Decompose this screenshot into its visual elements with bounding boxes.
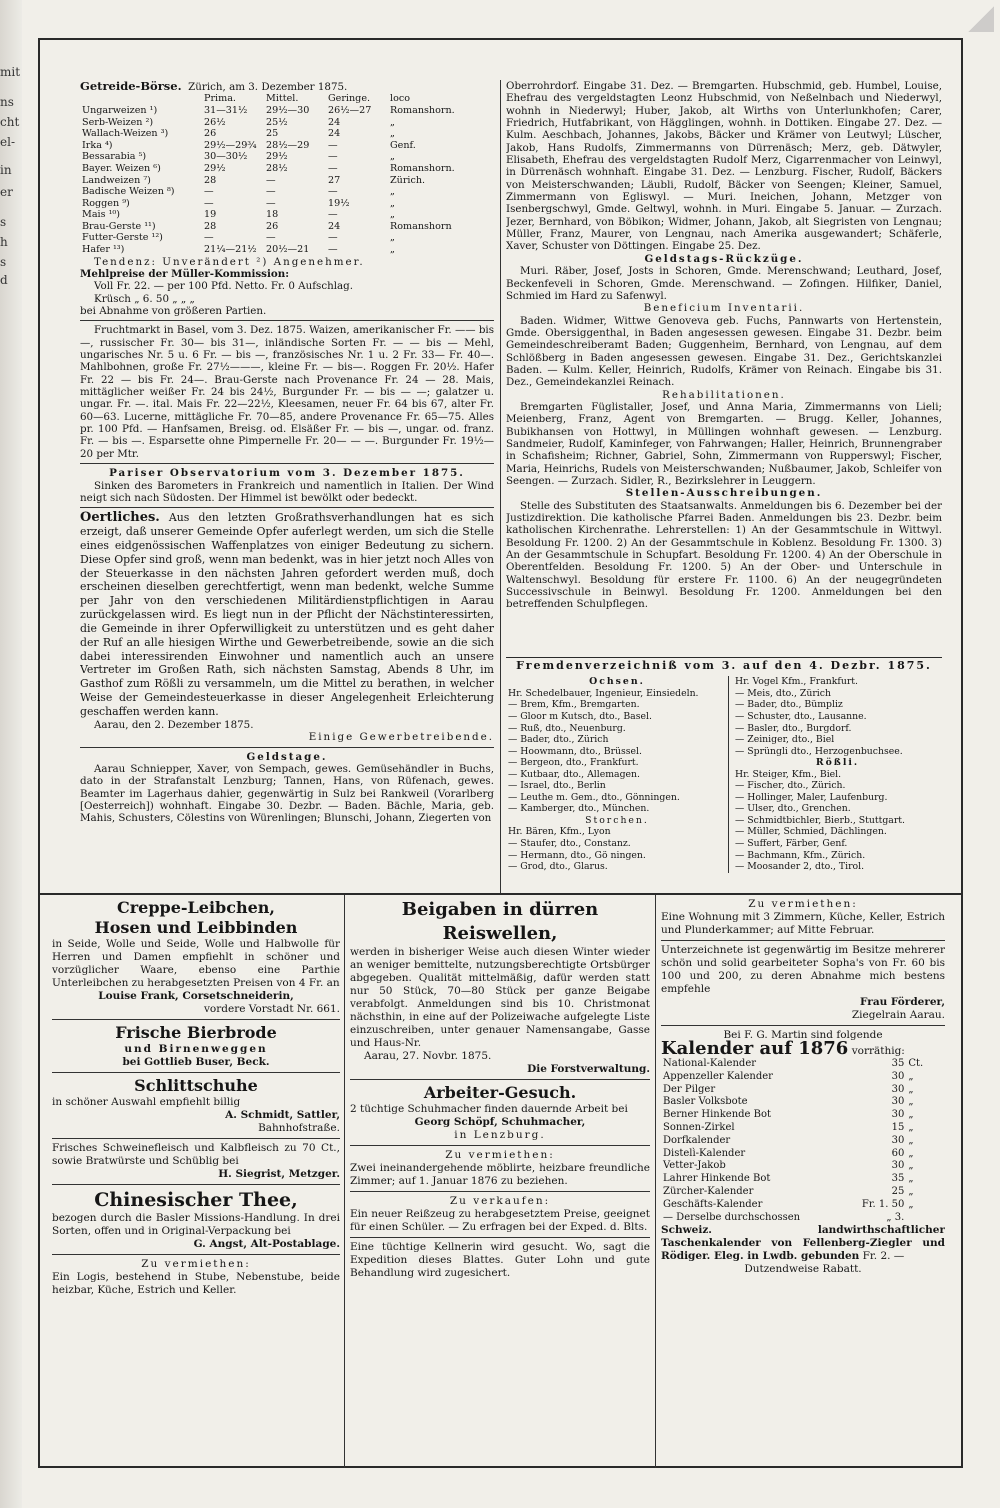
ad-rule <box>661 1025 945 1026</box>
mehl-line: Voll Fr. 22. — per 100 Pfd. Netto. Fr. 0 Aufschlag. <box>94 280 354 293</box>
stellen-text: Stelle des Substituten des Staatsanwalts. Anmeldungen bis 6. Dezember bei der Justizdirektion. Die katholische Pfarrei Baden. Anmeldungen bis 23. Dezbr. beim katholischen Kirchenrathe. Lehrerstellen: 1) An der Gesammtschule in Wittwyl. Besoldung Fr. 1200. 2) An der Gesammtschule in Koblenz. Besoldung Fr. 1300. 3) An der Gesammtschule in Schupfart. Besoldung Fr. 1200. 4) An der Oberschule in Oberentfelden. Besoldung Fr. 1200. 5) An der Ober- und Unterschule in Waltenschwyl. Besoldung für erstere Fr. 1100. 6) An der neugegründeten Successivschule in Beinwyl. Besoldung Fr. 1200. Anmeldungen bei den betreffenden Schulpflegen. <box>506 499 942 611</box>
cell: 25½ <box>266 116 288 128</box>
ads-divider-right <box>655 895 656 1468</box>
list-item: — Brem, Kfm., Bremgarten. <box>508 699 640 711</box>
cell: „ <box>390 197 395 209</box>
cell: 31—31½ <box>204 104 248 116</box>
guest-list <box>506 676 942 872</box>
cell: 35 <box>891 1173 905 1185</box>
edge-fragment: cht <box>0 115 20 129</box>
cell: Genf. <box>390 139 416 151</box>
edge-fragment: mit <box>0 65 21 79</box>
cell: Mais ¹⁰) <box>82 209 121 221</box>
ad-creppe-subtitle: Hosen und Leibbinden <box>94 918 298 937</box>
ad-schlittschuhe-advertiser: A. Schmidt, Sattler, <box>225 1109 340 1121</box>
cell: „ <box>908 1173 914 1185</box>
cell: Bayer. Weizen ⁶) <box>82 162 161 174</box>
left-column <box>80 80 494 892</box>
cell: Ct. <box>908 1058 924 1069</box>
cell: Romanshorn. <box>390 104 455 116</box>
table-row <box>80 209 457 221</box>
table-header <box>80 93 202 105</box>
cell: „ <box>908 1121 914 1133</box>
table-row <box>80 244 457 256</box>
table-row <box>80 175 457 187</box>
list-item: — Leuthe m. Gem., dto., Gönningen. <box>508 791 680 803</box>
cell: — <box>328 151 338 163</box>
cell: „ <box>390 128 395 140</box>
fremden-title: Fremdenverzeichniß vom 3. auf den 4. Dezbr. 1875. <box>516 660 932 672</box>
cell: 30 <box>891 1096 905 1108</box>
ad-schlittschuhe-address: Bahnhofstraße. <box>258 1122 340 1134</box>
kalender-list <box>661 1058 931 1224</box>
list-item: — Suffert, Färber, Genf. <box>735 838 848 849</box>
cell: — <box>204 186 214 198</box>
cell: 28 <box>204 220 217 232</box>
table-row <box>80 105 457 117</box>
oertliches-date: Aarau, den 2. Dezember 1875. <box>94 718 254 731</box>
list-item: — Sprüngli dto., Herzogenbuchsee. <box>735 745 903 757</box>
edge-fragment: el- <box>0 135 15 149</box>
table-row <box>80 151 457 163</box>
page-corner-fold <box>968 6 994 32</box>
ad-rule <box>350 1145 650 1146</box>
list-item: — Kutbaar, dto., Allemagen. <box>508 768 640 780</box>
table-row <box>80 140 457 152</box>
cell: 26½ <box>204 116 226 128</box>
cell: 21¼—21½ <box>204 244 257 256</box>
ads-column-middle <box>350 898 650 1464</box>
ad-rule <box>350 1191 650 1192</box>
cell: 26 <box>266 220 279 232</box>
table-header: Prima. <box>204 93 236 105</box>
cell: 24 <box>328 116 341 128</box>
cell: 29½—30 <box>266 104 310 116</box>
ad-rule <box>350 1079 650 1080</box>
cell: „ <box>390 209 395 221</box>
section-rule <box>80 747 494 748</box>
ad-taschenkalender-desc: Schweiz. landwirthschaftlicher Taschenkalender von Fellenberg-Ziegler und Rödiger. Eleg. in Lwdb. gebunden <box>661 1224 945 1263</box>
list-item: — Schmidtbichler, Bierb., Stuttgart. <box>735 814 905 826</box>
cell: Berner Hinkende Bot <box>663 1109 772 1121</box>
cell: „ <box>390 186 395 198</box>
rehabilitationen-text: Bremgarten Füglistaller, Josef, und Anna Maria, Zimmermanns von Lieli; Meienberg, Franz, Agent von Bremgarten. — Brugg. Keller, Johannes, Bubikhansen von Hottwyl, in Müllingen wohnhaft gewesen. — Lenzburg. Sandmeier, Rudolf, Kaminfeger, von Fahrwangen; Haller, Heinrich, Brunnengraber in Schafisheim; Richner, Gabriel, Sohn, Zimmermann von Rupperswyl; Fischer, Maria, Heinrichs, Rudels von Meisterschwanden; Nußbaumer, Jakob, Schleifer von Seengen. — Zurzach. Sidler, R., Bezirkslehrer in Leuggern. <box>506 400 942 487</box>
list-item: — Fischer, dto., Zürich. <box>735 780 846 792</box>
list-item: — Hollinger, Maler, Laufenburg. <box>735 791 888 803</box>
ad-kalender-intro: Bei F. G. Martin sind folgende <box>723 1029 883 1041</box>
rueckzuege-title: Geldstags-Rückzüge. <box>644 252 804 265</box>
edge-fragment: in <box>0 163 12 177</box>
cell: „ <box>908 1070 914 1082</box>
ad-thee-advertiser: G. Angst, Alt-Postablage. <box>193 1238 340 1250</box>
ad-kalender-rabatt: Dutzendweise Rabatt. <box>744 1263 862 1276</box>
cell: 28½—29 <box>266 139 310 151</box>
cell: — <box>328 209 338 221</box>
table-row <box>80 232 457 244</box>
cell: 28½ <box>266 162 288 174</box>
cell <box>906 1212 931 1225</box>
tendenz: Tendenz: Unverändert ²) Angenehmer. <box>94 255 365 268</box>
rehabilitationen-title: Rehabilitationen. <box>662 388 786 401</box>
ad-bierbrode-line: bei Gottlieb Buser, Beck. <box>122 1056 270 1068</box>
list-item: Hr. Schedelbauer, Ingenieur, Einsiedeln. <box>508 687 699 699</box>
section-rule <box>80 463 494 464</box>
section-rule <box>80 507 494 508</box>
table-header-row <box>80 93 457 105</box>
ad-schlittschuhe-title: Schlittschuhe <box>134 1076 258 1095</box>
list-item <box>661 1186 931 1199</box>
ad-kalender-available: vorräthig: <box>851 1045 905 1057</box>
cell: Landweizen ⁷) <box>82 174 151 186</box>
list-item <box>661 1096 931 1109</box>
cell: Lahrer Hinkende Bot <box>663 1173 771 1185</box>
ad-sophas-advertiser: Frau Förderer, <box>860 996 945 1008</box>
cell: Bessarabia ⁵) <box>82 151 147 163</box>
list-item <box>661 1084 931 1097</box>
list-item: Hr. Vogel Kfm., Frankfurt. <box>735 676 858 688</box>
cell: 29½ <box>204 162 226 174</box>
edge-fragment: h <box>0 235 8 249</box>
guest-col-left <box>506 676 729 872</box>
cell: Vetter-Jakob <box>663 1160 726 1172</box>
ad-thee-title: Chinesischer Thee, <box>94 1189 298 1211</box>
cell: — <box>328 186 338 198</box>
list-item <box>661 1160 931 1173</box>
cell: 60 <box>891 1147 905 1159</box>
ad-zimmer-title: Zu vermiethen: <box>445 1149 555 1161</box>
ad-sophas-text: Unterzeichnete ist gegenwärtig im Besitze mehrerer schön und solid gearbeiteter Sopha's von Fr. 60 bis 100 und 200, zu deren Abnahme mich bestens empfehle <box>661 944 945 995</box>
list-item: — Grod, dto., Glarus. <box>508 861 608 873</box>
cell: „ <box>908 1109 914 1121</box>
list-item: — Bachmann, Kfm., Zürich. <box>735 849 866 861</box>
cell: Serb-Weizen ²) <box>82 116 154 128</box>
beneficium-title: Beneficium Inventarii. <box>643 302 805 315</box>
list-item: — Zeiniger, dto., Biel <box>735 734 835 746</box>
cell: 25 <box>266 128 279 140</box>
ad-creppe-advertiser: Louise Frank, Corsetschneiderin, <box>98 990 294 1002</box>
cell: Basler Volksbote <box>663 1096 748 1108</box>
list-item: — Basler, dto., Burgdorf. <box>735 722 852 734</box>
ad-rule <box>52 1138 340 1139</box>
cell: 29½ <box>266 151 288 163</box>
list-item <box>661 1071 931 1084</box>
ad-rule <box>52 1254 340 1255</box>
list-item: Hr. Bären, Kfm., Lyon <box>508 826 611 838</box>
table-row <box>80 128 457 140</box>
ads-column-right <box>661 898 945 1464</box>
cell: 26½—27 <box>328 104 372 116</box>
cell: — <box>328 232 338 244</box>
cell: Dorfkalender <box>663 1134 731 1146</box>
list-item <box>661 1058 931 1071</box>
cell: 30 <box>891 1109 905 1121</box>
ad-arbeiter-address: in Lenzburg. <box>454 1129 546 1141</box>
cell: „ <box>908 1160 914 1172</box>
cell: 30 <box>891 1134 905 1146</box>
cell: 29½—29¾ <box>204 139 257 151</box>
beneficium-text: Baden. Widmer, Wittwe Genoveva geb. Fuchs, Pannwarts von Hertenstein, Gmde. Obersiggenthal, in Baden angesessen gewesen. Eingabe 31. Dezbr. beim Gemeindeschreiberamt Baden; Guggenheim, Bernhard, von Lengnau, auf dem Schlößberg in Baden angesessen gewesen. Eingabe 31. Dez., Gerichtskanzlei Baden. — Kulm. Keller, Heinrich, Rudolfs, Krämer von Reinach. Eingabe bis 31. Dez., Gemeindekanzlei Reinach. <box>506 314 942 389</box>
boerse-place: Zürich, am 3. Dezember 1875. <box>188 81 348 93</box>
cell: — <box>266 197 276 209</box>
cell: 30—30½ <box>204 151 248 163</box>
list-item <box>661 1135 931 1148</box>
geldstage-text: Aarau Schniepper, Xaver, von Sempach, gewes. Gemüsehändler in Buchs, dato in der Strafanstalt Lenzburg; Tannen, Hans, von Rüfenach, gewes. Beamter im Lagerhaus dahier, gegenwärtig in Sulz bei Rankweil (Vorarlberg [Oesterreich]) wohnhaft. Eingabe 30. Dezbr. — Baden. Bächle, Maria, geb. Mahis, Schusters, Cölestins von Würenlingen; Blunschi, Johann, Ziegerten von <box>80 762 494 825</box>
cell: — <box>328 162 338 174</box>
grain-price-table <box>80 93 457 255</box>
cell: Fr. 1. 50 <box>861 1198 905 1210</box>
cell: Brau-Gerste ¹¹) <box>82 220 156 232</box>
table-header: loco <box>390 93 410 105</box>
cell: — <box>266 232 276 244</box>
ad-rule <box>350 1237 650 1238</box>
list-item <box>661 1109 931 1122</box>
table-row <box>80 221 457 233</box>
ad-kalender-title: Kalender auf 1876 <box>661 1038 849 1059</box>
list-item: — Meis, dto., Zürich <box>735 687 831 699</box>
cell: „ <box>390 151 395 163</box>
cell: Distelì-Kalender <box>663 1147 746 1159</box>
table-row <box>80 117 457 129</box>
hotel-name: Rößli. <box>815 757 860 769</box>
list-item <box>661 1148 931 1161</box>
boerse-title: Getreide-Börse. <box>80 80 182 93</box>
list-item: — Staufer, dto., Constanz. <box>508 838 631 849</box>
section-rule <box>506 657 942 658</box>
ad-wohnung-text: Eine Wohnung mit 3 Zimmern, Küche, Keller, Estrich und Plunderkammer; auf Mitte Februar. <box>661 911 945 936</box>
oertliches-text: Aus den letzten Großrathsverhandlungen hat es sich erzeigt, daß unserer Gemeinde Opfer auferlegt werden, um sich die Stelle eines eidgenössischen Waffenplatzes von einiger Bedeutung zu sichern. Diese Opfer sind groß, wenn man bedenkt, was in hier jetzt noch Alles von der Steuerkasse in den nächsten Jahren gefordert werden muß, doch erscheinen dieselben gerechtfertigt, wenn man bedenkt, welche Summe per Jahr von den verschiedenen Militärdienstpflichtigen in Aarau zurückgelassen wird. Es liegt nun in der Pflicht der Nächstinteressirten, die Gemeinde in ihrer Opferwilligkeit zu unterstützen und es geht daher der Ruf an alle hiesigen Wirthe und Gewerbetreibende, sowie an die sich dabei interessirenden Einwohner und namentlich auch an unsere Vertreter im Großen Rath, sich nächsten Samstag, Abends 8 Uhr, im Gasthof zum Rößli zu versammeln, um die Mittel zu berathen, in welcher Weise der Gemeindesteuerkasse in dieser Angelegenheit Erleichterung geschaffen werden kann. <box>80 511 494 718</box>
ad-wohnung-title: Zu vermiethen: <box>748 898 858 910</box>
ad-logis-title: Zu vermiethen: <box>141 1258 251 1270</box>
cell: Hafer ¹³) <box>82 244 125 256</box>
ad-rule <box>661 940 945 941</box>
list-item <box>661 1199 931 1212</box>
stellen-title: Stellen-Ausschreibungen. <box>625 487 823 500</box>
ad-logis-text: Ein Logis, bestehend in Stube, Nebenstube, beide heizbar, Küche, Estrich und Keller. <box>52 1271 340 1296</box>
cell: Sonnen-Zirkel <box>663 1121 735 1133</box>
rueckzuege-text: Muri. Räber, Josef, Josts in Schoren, Gmde. Merenschwand; Leuthard, Josef, Beckenfeveli in Schoren, Gmde. Merenschwand. — Zofingen. Hilfiker, Daniel, Schmied im Hard zu Safenwyl. <box>506 265 942 302</box>
ad-taschenkalender-text <box>661 1224 945 1263</box>
oertliches-head: Oertliches. <box>80 510 160 526</box>
ad-thee-text: bezogen durch die Basler Missions-Handlung. In drei Sorten, offen und in Original-Verpackung bei <box>52 1212 340 1237</box>
cell: „ <box>908 1083 914 1095</box>
ad-reisszeug-title: Zu verkaufen: <box>449 1195 551 1207</box>
edge-fragment: ns <box>0 95 14 109</box>
cell: Der Pilger <box>663 1083 716 1095</box>
list-item: — Moosander 2, dto., Tirol. <box>735 861 865 873</box>
cell: Ungarweizen ¹) <box>82 104 158 116</box>
ad-reiswellen-signature: Die Forstverwaltung. <box>527 1063 650 1075</box>
cell: — <box>204 232 214 244</box>
guest-col-right <box>729 676 943 872</box>
cell: „ <box>390 244 395 256</box>
cell: „ <box>908 1096 914 1108</box>
ad-zimmer-text: Zwei ineinandergehende möblirte, heizbare freundliche Zimmer; auf 1. Januar 1876 zu beziehen. <box>350 1162 650 1187</box>
list-item: — Ruß, dto., Neuenburg. <box>508 722 626 734</box>
cell: Badische Weizen ⁸) <box>82 186 175 198</box>
table-header: Geringe. <box>328 93 371 105</box>
list-item: — Hoowmann, dto., Brüssel. <box>508 745 642 757</box>
list-item <box>661 1173 931 1186</box>
adjacent-page-edge <box>0 0 22 1508</box>
cell: „ <box>908 1134 914 1146</box>
cell: — <box>266 174 276 186</box>
cell: Zürich. <box>390 174 426 186</box>
table-row <box>80 198 457 210</box>
geldstage-continued: Oberrohrdorf. Eingabe 31. Dez. — Bremgarten. Hubschmid, geb. Humbel, Louise, Ehefrau des vergeldstagten Leonz Hubschmid, von Neßelnbach und Niederwyl, wohnh in Niederwyl; Huber, Jakob, alt Wirths von Unterlunkhofen; Carer, Friedrich, Hutfabrikant, von Hägglingen, wohnh. in Dottiken. Eingabe 27. Dez. — Kulm. Aeschbach, Johannes, Jakobs, Bäcker und Krämer von Leutwyl; Lüscher, Jakob, Hans Rudolfs, Zimmermanns von Dürrenäsch; Merz, geb. Dätwyler, Elisabeth, Ehefrau des vergeldstagten Rudolf Merz, Cigarrenmacher von Leinwyl, in Dürrenäsch wohnhaft. Eingabe 31. Dez. — Lenzburg. Fischer, Rudolf, Bäckers von Meisterschwanden; Läubli, Rudolf, Bäcker von Seengen; Kleiner, Samuel, Zimmermann von Egliswyl. — Muri. Ineichen, Johann, Metzger von Isenbergschwyl, Gmde. Geltwyl, wohnh. in Muri. Eingabe 5. Januar. — Zurzach. Jezer, Bernhard, von Böbikon; Widmer, Johann, Jakob, alt Siegristen von Lengnau; Müller, Franz, Maurer, von Lengnau, nach Amerika ausgewandert; Schäferle, Xaver, Schuster von Döttingen. Eingabe 25. Dez. <box>506 80 942 253</box>
ad-rule <box>52 1019 340 1020</box>
cell: 30 <box>891 1083 905 1095</box>
cell: „ <box>390 232 395 244</box>
ad-taschenkalender-price: Fr. 2. — <box>862 1250 905 1263</box>
ad-reiswellen-title: Beigaben in dürren Reiswellen, <box>401 899 599 944</box>
list-item <box>661 1122 931 1135</box>
ad-creppe-address: vordere Vorstadt Nr. 661. <box>204 1003 340 1015</box>
cell: 35 <box>891 1058 905 1069</box>
table-row <box>80 163 457 175</box>
ad-schlittschuhe-text: in schöner Auswahl empfiehlt billig <box>52 1096 241 1108</box>
list-item <box>661 1212 931 1225</box>
cell: „ <box>390 116 395 128</box>
list-item: — Bader, dto., Zürich <box>508 734 609 746</box>
ad-fleisch-advertiser: H. Siegrist, Metzger. <box>218 1168 340 1180</box>
list-item: Hr. Steiger, Kfm., Biel. <box>735 768 842 780</box>
list-item: — Schuster, dto., Lausanne. <box>735 710 867 722</box>
cell: 24 <box>328 128 341 140</box>
fruchtmarkt-text: Fruchtmarkt in Basel, vom 3. Dez. 1875. Waizen, amerikanischer Fr. —— bis —, russischer Fr. 30— bis 31—, inländische Sorten Fr. — — bis — Mehl, ungarisches Nr. 5 u. 6 Fr. — bis —, französisches Nr. 1 u. 2 Fr. 33— Fr. 40—. Mahlbohnen, große Fr. 27½———, kleine Fr. — bis—. Roggen Fr. 20½. Hafer Fr. 22 — bis Fr. 24—. Brau-Gerste nach Provenance Fr. 24 — 28. Mais, mittäglicher weißer Fr. 24 bis 24½, Burgunder Fr. — bis — —; galatzer u. ungar. Fr. —. ital. Mais Fr. 22—22½, Kleesamen, neuer Fr. 64 bis 67, alter Fr. 60—63. Lucerne, mittägliche Fr. 70—85, andere Provenance Fr. 65—75. Alles pr. 100 Pfd. — Hanfsamen, Breisg. od. Elsäßer Fr. — bis —, ungar. od. franz. Fr. — bis —. Esparsette ohne Pimpernelle Fr. 20— — —. Burgunder Fr. 19½—20 per Mtr. <box>80 324 494 460</box>
list-item: — Bergeon, dto., Frankfurt. <box>508 757 639 769</box>
fremdenverzeichnis <box>506 660 942 892</box>
ad-arbeiter-advertiser: Georg Schöpf, Schuhmacher, <box>414 1116 586 1128</box>
ad-rule <box>52 1072 340 1073</box>
cell: — <box>328 244 338 256</box>
cell: 25 <box>891 1185 905 1197</box>
cell: Geschäfts-Kalender <box>663 1198 763 1210</box>
list-item: — Hermann, dto., Gö ningen. <box>508 849 646 861</box>
cell: 30 <box>891 1070 905 1082</box>
ad-creppe-title: Creppe-Leibchen, <box>117 898 275 917</box>
cell: Futter-Gerste ¹²) <box>82 232 163 244</box>
cell: „ <box>908 1198 914 1210</box>
cell: „ <box>908 1147 914 1159</box>
cell: Irka ⁴) <box>82 139 113 151</box>
cell: 19 <box>204 209 217 221</box>
observatorium-title: Pariser Observatorium vom 3. Dezember 1875. <box>109 467 465 480</box>
ad-arbeiter-text: 2 tüchtige Schuhmacher finden dauernde Arbeit bei <box>350 1103 628 1115</box>
table-header: Mittel. <box>266 93 299 105</box>
mehl-line: bei Abnahme von größeren Partien. <box>80 305 267 318</box>
cell: Roggen ⁹) <box>82 197 130 209</box>
edge-fragment: er <box>0 185 13 199</box>
cell: Romanshorn <box>390 220 452 232</box>
cell: „ 3. <box>886 1211 905 1223</box>
edge-fragment: s <box>0 215 7 229</box>
ads-separator <box>38 893 963 895</box>
ad-rule <box>52 1184 340 1185</box>
cell: — Derselbe durchschossen <box>663 1211 801 1223</box>
ads-column-left <box>52 898 340 1464</box>
oertliches-signature: Einige Gewerbetreibende. <box>308 731 494 744</box>
section-rule <box>80 320 494 321</box>
column-divider <box>500 80 501 893</box>
list-item: — Israel, dto., Berlin <box>508 780 606 792</box>
cell: 27 <box>328 174 341 186</box>
cell: Zürcher-Kalender <box>663 1185 754 1197</box>
list-item: — Kamberger, dto., München. <box>508 803 650 815</box>
list-item: — Bader, dto., Bümpliz <box>735 699 843 711</box>
mehl-line: Krüsch „ 6. 50 „ „ „ <box>94 292 195 305</box>
cell: „ <box>908 1185 914 1197</box>
ads-divider-left <box>344 895 345 1468</box>
ad-reiswellen-text: werden in bisheriger Weise auch diesen Winter wieder an weniger bemittelte, nutzungsberechtigte Ortsbürger abgegeben. Qualität mittelmäßig, dafür werden statt nur 50 Stück, 70—80 Stück per ganze Beigabe verabfolgt. Anmeldungen sind bis 10. Christmonat nächsthin, in eine auf der Polizeiwache aufgelegte Liste einzuschreiben, unter genauer Namensangabe, Gasse und Haus-Nr. <box>350 946 650 1049</box>
ad-fleisch-text: Frisches Schweinefleisch und Kalbfleisch zu 70 Ct., sowie Bratwürste und Schüblig bei <box>52 1142 340 1167</box>
edge-fragment: s <box>0 255 7 269</box>
mehl-title: Mehlpreise der Müller-Kommission: <box>80 268 290 280</box>
table-row <box>80 186 457 198</box>
list-item: — Ulser, dto., Grenchen. <box>735 803 851 815</box>
cell: — <box>328 139 338 151</box>
ad-creppe-text: in Seide, Wolle und Seide, Wolle und Halbwolle für Herren und Damen empfiehlt in schöner und vorzüglicher Waare, ebenso eine Parthie Unterleibchen zu herabgesetzten Preisen von 4 Fr. an <box>52 938 340 989</box>
hotel-name: Storchen. <box>585 814 649 826</box>
cell: 24 <box>328 220 341 232</box>
cell: 18 <box>266 209 279 221</box>
cell: 15 <box>891 1121 905 1133</box>
right-column <box>506 80 942 655</box>
cell: 19½ <box>328 197 350 209</box>
ad-bierbrode-title: Frische Bierbrode <box>115 1023 277 1042</box>
observatorium-text: Sinken des Barometers in Frankreich und namentlich in Italien. Der Wind neigt sich nach Südosten. Der Himmel ist bewölkt oder bedeckt. <box>80 479 494 504</box>
ad-reisszeug-text: Ein neuer Reißzeug zu herabgesetztem Preise, geeignet für einen Schüler. — Zu erfragen bei der Exped. d. Blts. <box>350 1208 650 1233</box>
ad-reiswellen-date: Aarau, 27. Novbr. 1875. <box>364 1050 492 1062</box>
hotel-name: Ochsen. <box>589 676 645 688</box>
list-item: — Müller, Schmied, Dächlingen. <box>735 826 887 838</box>
cell: — <box>204 197 214 209</box>
list-item: — Gloor m Kutsch, dto., Basel. <box>508 710 652 722</box>
cell: Appenzeller Kalender <box>663 1070 773 1082</box>
ad-bierbrode-subtitle: und Birnenweggen <box>124 1043 268 1055</box>
cell: 28 <box>204 174 217 186</box>
cell: 26 <box>204 128 217 140</box>
ad-sophas-address: Ziegelrain Aarau. <box>851 1009 945 1021</box>
geldstage-title: Geldstage. <box>246 750 328 763</box>
ad-arbeiter-title: Arbeiter-Gesuch. <box>423 1083 577 1102</box>
cell: Wallach-Weizen ³) <box>82 128 169 140</box>
cell: 20½—21 <box>266 244 310 256</box>
edge-fragment: d <box>0 273 8 287</box>
cell: Romanshorn. <box>390 162 455 174</box>
ad-kellnerin-text: Eine tüchtige Kellnerin wird gesucht. Wo, sagt die Expedition dieses Blattes. Guter Lohn und gute Behandlung wird zugesichert. <box>350 1241 650 1279</box>
cell: — <box>266 186 276 198</box>
cell: National-Kalender <box>663 1058 757 1069</box>
cell: 30 <box>891 1160 905 1172</box>
